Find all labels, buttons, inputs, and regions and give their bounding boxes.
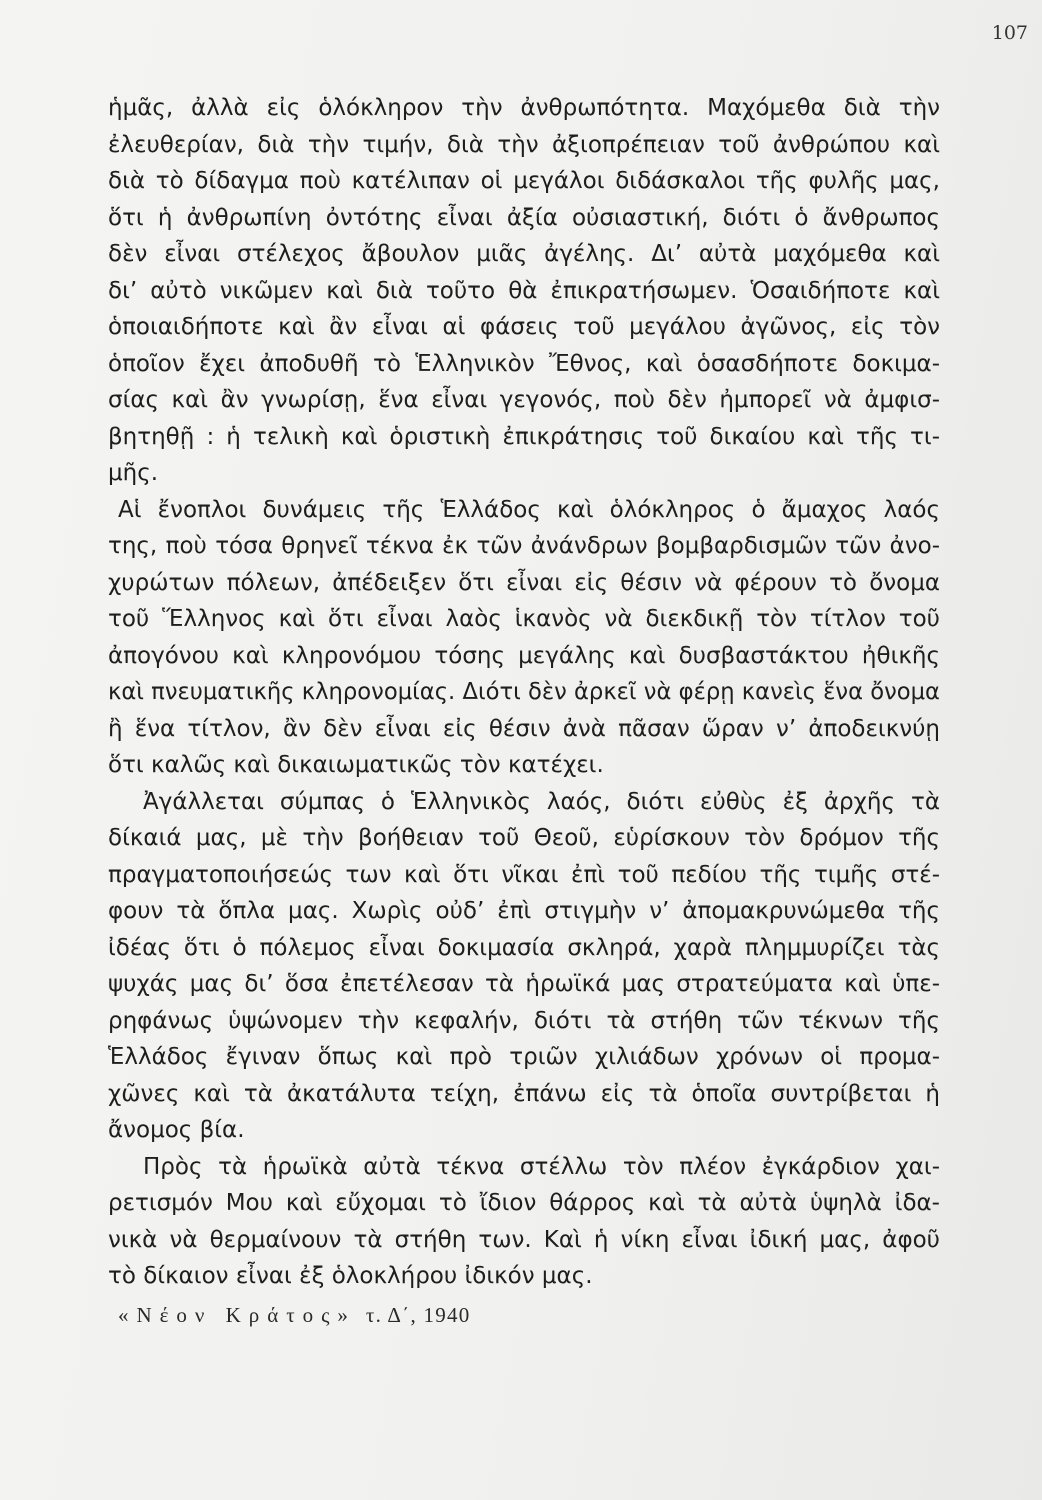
line-text: Αἱ ἔνοπλοι δυνάμεις τῆς Ἑλλάδος καὶ ὁλόκληρος ὁ ἄμαχος λαός [118,496,940,523]
text-line [108,1039,940,1076]
line-text: τοῦ Ἕλληνος καὶ ὅτι εἶναι λαὸς ἱκανὸς νὰ διεκδικῇ τὸν τίτλον τοῦ [108,606,940,632]
line-text: καὶ πνευματικῆς κληρονομίας. Διότι δὲν ἀρκεῖ νὰ φέρῃ κανεὶς ἕνα ὄνομα [108,679,940,705]
line-text: ἐλευθερίαν, διὰ τὴν τιμήν, διὰ τὴν ἀξιοπρέπειαν τοῦ ἀνθρώπου καὶ [108,131,940,158]
source-title: «Νέον Κράτος» [118,1303,356,1327]
text-line [108,309,940,346]
line-text: ψυχάς μας δι’ ὅσα ἐπετέλεσαν τὰ ἡρωϊκά μας στρατεύματα καὶ ὑπε- [108,971,940,997]
line-text: τὸ δίκαιον εἶναι ἐξ ὁλοκλήρου ἰδικόν μας. [108,1263,593,1289]
text-line [108,784,940,821]
line-text: φουν τὰ ὅπλα μας. Χωρὶς οὐδ’ ἐπὶ στιγμὴν ν’ ἀπομακρυνώμεθα τῆς [108,898,940,924]
text-line [108,1076,940,1113]
paragraph [108,90,940,492]
text-line [108,638,940,675]
text-line [108,236,940,273]
text-line [108,273,940,310]
text-line [108,1112,940,1149]
paragraph [108,784,940,1149]
line-text: της, ποὺ τόσα θρηνεῖ τέκνα ἐκ τῶν ἀνάνδρων βομβαρδισμῶν τῶν ἀνο- [108,533,940,559]
line-text: βητηθῇ : ἡ τελικὴ καὶ ὁριστικὴ ἐπικράτησις τοῦ δικαίου καὶ τῆς τι- [108,423,940,450]
paragraph [108,492,940,784]
body-text [108,90,940,1295]
line-text: Ἀγάλλεται σύμπας ὁ Ἑλληνικὸς λαός, διότι εὐθὺς ἐξ ἀρχῆς τὰ [143,788,940,815]
text-line [108,419,940,456]
text-line [108,1258,940,1295]
text-line [108,930,940,967]
text-line [108,492,940,529]
text-line [108,163,940,200]
text-line [108,528,940,565]
text-line [108,1185,940,1222]
line-text: ἢ ἕνα τίτλον, ἂν δὲν εἶναι εἰς θέσιν ἀνὰ πᾶσαν ὥραν ν’ ἀποδεικνύῃ [108,715,940,742]
source-details: τ. Δ΄, 1940 [365,1303,471,1327]
line-text: ὅτι καλῶς καὶ δικαιωματικῶς τὸν κατέχει. [108,752,604,778]
line-text: σίας καὶ ἂν γνωρίσῃ, ἕνα εἶναι γεγονός, ποὺ δὲν ἠμπορεῖ νὰ ἀμφισ- [108,387,940,413]
paragraph [108,1149,940,1295]
text-line [108,711,940,748]
line-text: ὅτι ἡ ἀνθρωπίνη ὀντότης εἶναι ἀξία οὐσιαστική, διότι ὁ ἄνθρωπος [108,204,940,231]
line-text: χῶνες καὶ τὰ ἀκατάλυτα τείχη, ἐπάνω εἰς τὰ ὁποῖα συντρίβεται ἡ [108,1080,940,1107]
text-line [108,601,940,638]
line-text: μῆς. [108,460,159,486]
line-text: ὁποῖον ἔχει ἀποδυθῆ τὸ Ἑλληνικὸν Ἔθνος, καὶ ὁσασδήποτε δοκιμα- [108,350,940,377]
text-line [108,382,940,419]
line-text: ὁποιαιδήποτε καὶ ἂν εἶναι αἱ φάσεις τοῦ μεγάλου ἀγῶνος, εἰς τὸν [108,314,940,340]
line-text: νικὰ νὰ θερμαίνουν τὰ στήθη των. Καὶ ἡ νίκη εἶναι ἰδική μας, ἀφοῦ [108,1226,940,1253]
page-number: 107 [991,22,1028,44]
line-text: ρετισμόν Μου καὶ εὔχομαι τὸ ἴδιον θάρρος καὶ τὰ αὐτὰ ὑψηλὰ ἰδα- [108,1190,940,1216]
text-line [108,200,940,237]
text-line [108,857,940,894]
source-citation [118,1303,471,1328]
line-text: πραγματοποιήσεώς των καὶ ὅτι νῖκαι ἐπὶ τοῦ πεδίου τῆς τιμῆς στέ- [108,861,940,888]
line-text: διὰ τὸ δίδαγμα ποὺ κατέλιπαν οἱ μεγάλοι διδάσκαλοι τῆς φυλῆς μας, [108,168,940,194]
line-text: ρηφάνως ὑψώνομεν τὴν κεφαλήν, διότι τὰ στήθη τῶν τέκνων τῆς [108,1007,940,1034]
text-line [108,1149,940,1186]
line-text: δι’ αὐτὸ νικῶμεν καὶ διὰ τοῦτο θὰ ἐπικρατήσωμεν. Ὁσαιδήποτε καὶ [108,277,940,304]
text-line [108,90,940,127]
text-line [108,346,940,383]
line-text: ἀπογόνου καὶ κληρονόμου τόσης μεγάλης καὶ δυσβαστάκτου ἠθικῆς [108,642,940,669]
line-text: ἄνομος βία. [108,1117,245,1143]
text-line [108,747,940,784]
text-line [108,565,940,602]
text-line [108,966,940,1003]
text-line [108,127,940,164]
text-line [108,1003,940,1040]
line-text: Ἑλλάδος ἔγιναν ὅπως καὶ πρὸ τριῶν χιλιάδων χρόνων οἱ προμα- [108,1044,940,1070]
line-text: ἰδέας ὅτι ὁ πόλεμος εἶναι δοκιμασία σκληρά, χαρὰ πλημμυρίζει τὰς [108,934,940,961]
text-line [108,893,940,930]
text-line [108,1222,940,1259]
text-line [108,674,940,711]
line-text: χυρώτων πόλεων, ἀπέδειξεν ὅτι εἶναι εἰς θέσιν νὰ φέρουν τὸ ὄνομα [108,569,940,596]
line-text: Πρὸς τὰ ἡρωϊκὰ αὐτὰ τέκνα στέλλω τὸν πλέον ἐγκάρδιον χαι- [143,1153,940,1180]
text-line [108,455,940,492]
line-text: δὲν εἶναι στέλεχος ἄβουλον μιᾶς ἀγέλης. Δι’ αὐτὰ μαχόμεθα καὶ [108,241,940,267]
text-line [108,820,940,857]
line-text: δίκαιά μας, μὲ τὴν βοήθειαν τοῦ Θεοῦ, εὑρίσκουν τὸν δρόμον τῆς [108,825,940,851]
line-text: ἡμᾶς, ἀλλὰ εἰς ὁλόκληρον τὴν ἀνθρωπότητα. Μαχόμεθα διὰ τὴν [108,95,940,121]
